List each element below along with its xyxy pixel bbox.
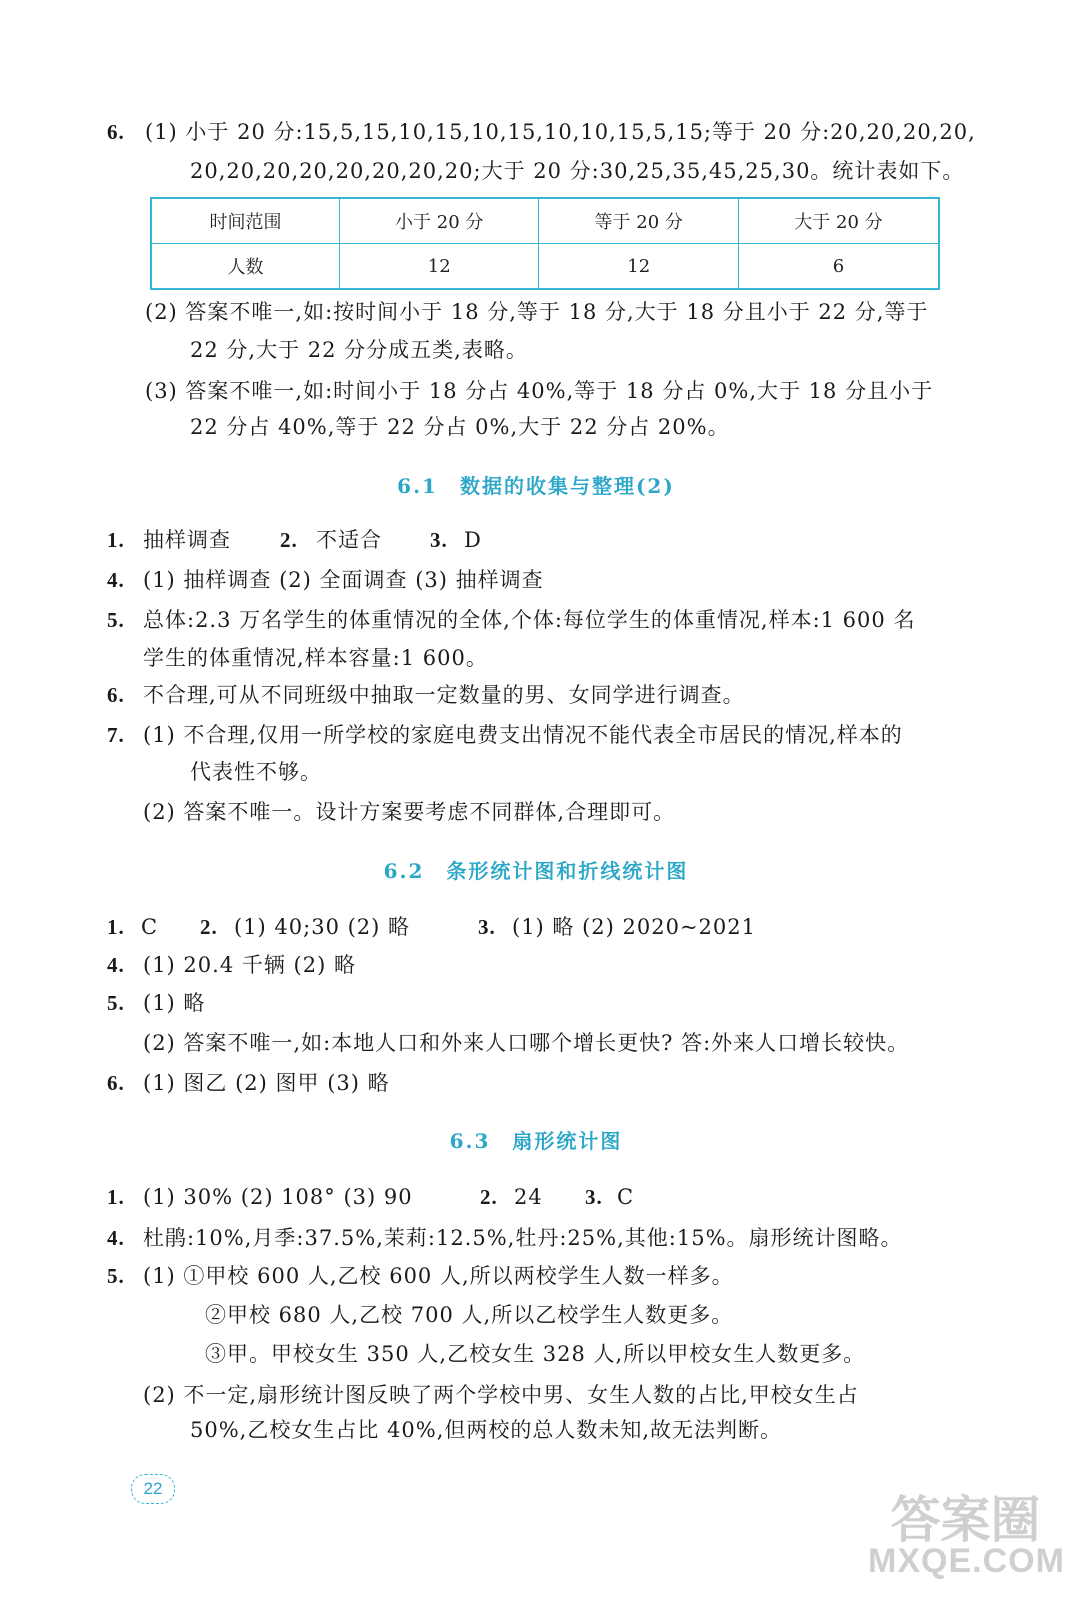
- section-heading-6-1: [0, 471, 1072, 501]
- table-cell: 等于 20 分: [539, 198, 738, 244]
- answer-number: 4.: [107, 568, 125, 592]
- answer-number: 1.: [107, 1185, 125, 1209]
- table-row: [151, 244, 939, 290]
- answer-number: 1.: [107, 528, 125, 552]
- q6-part2-line-2: 22 分,大于 22 分分成五类,表略。: [190, 338, 528, 362]
- answer-number: 3.: [585, 1185, 603, 1209]
- q6-line-2: 20,20,20,20,20,20,20,20;大于 20 分:30,25,35,45,25,30。统计表如下。: [190, 159, 965, 183]
- q6-number: 6.: [107, 120, 125, 144]
- answer-number: 3.: [430, 528, 448, 552]
- answer-text: (2) 答案不唯一,如:本地人口和外来人口哪个增长更快? 答:外来人口增长较快。: [143, 1031, 910, 1055]
- answer-number: 1.: [107, 915, 125, 939]
- answer-text: (1) 20.4 千辆 (2) 略: [143, 953, 356, 977]
- answer-number: 4.: [107, 953, 125, 977]
- answer-number: 7.: [107, 723, 125, 747]
- answer-text: 杜鹃:10%,月季:37.5%,茉莉:12.5%,牡丹:25%,其他:15%。扇形统计图略。: [143, 1226, 903, 1250]
- answer-number: 6.: [107, 683, 125, 707]
- section-title: 条形统计图和折线统计图: [446, 859, 689, 883]
- section-heading-6-2: [0, 856, 1072, 886]
- section-number: 6.2: [383, 859, 425, 883]
- answer-text: (1) 图乙 (2) 图甲 (3) 略: [143, 1071, 390, 1095]
- answer-text: (1) 30% (2) 108° (3) 90: [143, 1185, 413, 1209]
- answer-text: 不合理,可从不同班级中抽取一定数量的男、女同学进行调查。: [143, 683, 745, 707]
- answer-number: 5.: [107, 608, 125, 632]
- q6-part3-line-2: 22 分占 40%,等于 22 分占 0%,大于 22 分占 20%。: [190, 415, 730, 439]
- answer-text: 24: [514, 1185, 543, 1209]
- answer-text: 学生的体重情况,样本容量:1 600。: [143, 646, 488, 670]
- page-number: 22: [131, 1474, 175, 1504]
- section-number: 6.1: [397, 474, 438, 498]
- answer-number: 6.: [107, 1071, 125, 1095]
- section-title: 扇形统计图: [512, 1129, 623, 1153]
- answer-text: (2) 答案不唯一。设计方案要考虑不同群体,合理即可。: [143, 800, 676, 824]
- answer-text: (1) 不合理,仅用一所学校的家庭电费支出情况不能代表全市居民的情况,样本的: [143, 723, 903, 747]
- answer-text: (1) 抽样调查 (2) 全面调查 (3) 抽样调查: [143, 568, 544, 592]
- answer-number: 2.: [480, 1185, 498, 1209]
- answer-text: C: [617, 1185, 635, 1209]
- answer-text: 代表性不够。: [190, 760, 322, 784]
- table-cell: 6: [738, 244, 939, 290]
- section-heading-6-3: [0, 1126, 1072, 1156]
- answer-number: 3.: [478, 915, 496, 939]
- statistics-table: [150, 197, 940, 290]
- table-cell: 小于 20 分: [340, 198, 539, 244]
- table-header-row: [151, 198, 939, 244]
- answer-text: 不适合: [316, 528, 382, 552]
- q6-line-1: (1) 小于 20 分:15,5,15,10,15,10,15,10,10,15,5,15;等于 20 分:20,20,20,20,: [145, 120, 976, 144]
- answer-number: 4.: [107, 1226, 125, 1250]
- answer-text: 总体:2.3 万名学生的体重情况的全体,个体:每位学生的体重情况,样本:1 600 名: [143, 608, 916, 632]
- table-cell: 大于 20 分: [738, 198, 939, 244]
- answer-number: 5.: [107, 1264, 125, 1288]
- answer-text: (1) 40;30 (2) 略: [234, 915, 411, 939]
- table-cell: 12: [539, 244, 738, 290]
- watermark-en-text: MXQE.COM: [868, 1542, 1065, 1580]
- answer-text: C: [141, 915, 159, 939]
- watermark-logo: [868, 1480, 1065, 1590]
- table-cell: 12: [340, 244, 539, 290]
- section-number: 6.3: [449, 1129, 491, 1153]
- answer-number: 2.: [200, 915, 218, 939]
- answer-text: (2) 不一定,扇形统计图反映了两个学校中男、女生人数的占比,甲校女生占: [143, 1383, 859, 1407]
- watermark-cn-text: 答案圈: [890, 1491, 1041, 1549]
- answer-text: (1) ①甲校 600 人,乙校 600 人,所以两校学生人数一样多。: [143, 1264, 734, 1288]
- answer-text: (1) 略: [143, 991, 206, 1015]
- answer-number: 2.: [280, 528, 298, 552]
- table-cell: 时间范围: [151, 198, 340, 244]
- section-title: 数据的收集与整理(2): [459, 474, 675, 498]
- answer-text: (1) 略 (2) 2020~2021: [512, 915, 757, 939]
- table-cell: 人数: [151, 244, 340, 290]
- answer-text: ③甲。甲校女生 350 人,乙校女生 328 人,所以甲校女生人数更多。: [205, 1342, 866, 1366]
- answer-number: 5.: [107, 991, 125, 1015]
- q6-part2-line-1: (2) 答案不唯一,如:按时间小于 18 分,等于 18 分,大于 18 分且小于 22 分,等于: [145, 300, 929, 324]
- q6-part3-line-1: (3) 答案不唯一,如:时间小于 18 分占 40%,等于 18 分占 0%,大于 18 分且小于: [145, 379, 934, 403]
- answer-text: 抽样调查: [143, 528, 231, 552]
- answer-text: ②甲校 680 人,乙校 700 人,所以乙校学生人数更多。: [205, 1303, 734, 1327]
- answer-text: D: [464, 528, 482, 552]
- answer-text: 50%,乙校女生占比 40%,但两校的总人数未知,故无法判断。: [190, 1418, 783, 1442]
